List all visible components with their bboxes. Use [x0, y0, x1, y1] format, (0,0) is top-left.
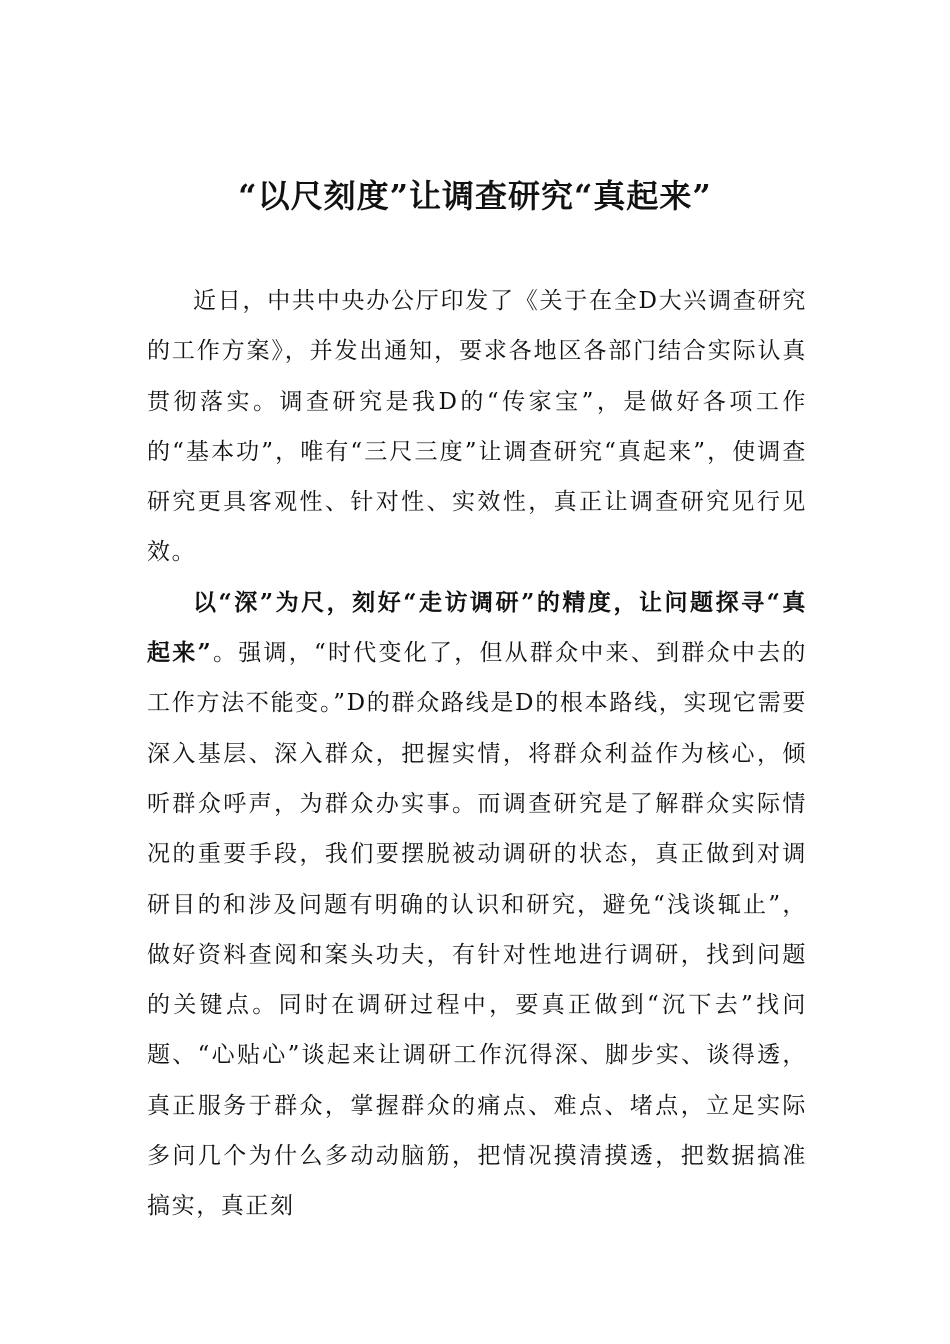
paragraph-2-lead: 以“深”为尺，刻好“走访调研”的精度，让问题探寻“真起来”	[147, 588, 807, 667]
document-title: “以尺刻度”让调查研究“真起来”	[238, 177, 712, 215]
paragraph-2-text: 。强调，“时代变化了，但从群众中来、到群众中去的工作方法不能变。”D的群众路线是D的根本路线，实现它需要深入基层、深入群众，把握实情，将群众利益作为核心，倾听群众呼声，为群众办实事。而调查研究是了解群众实际情况的重要手段，我们要摆脱被动调研的状态，真正做到对调研目的和涉及问题有明确的认识和研究，避免“浅谈辄止”，做好资料查阅和案头功夫，有针对性地进行调研，找到问题的关键点。同时在调研过程中，要真正做到“沉下去”找问题、“心贴心”谈起来让调研工作沉得深、脚步实、谈得透，真正服务于群众，掌握群众的痛点、难点、堵点，立足实际多问几个为什么多动动脑筋，把情况摸清摸透，把数据搞准搞实，真正刻	[147, 640, 807, 1220]
paragraph-1-text: 近日，中共中央办公厅印发了《关于在全D大兴调查研究的工作方案》，并发出通知，要求各地区各部门结合实际认真贯彻落实。调查研究是我D的“传家宝”，是做好各项工作的“基本功”，唯有“三尺三度”让调查研究“真起来”，使调查研究更具客观性、针对性、实效性，真正让调查研究见行见效。	[147, 288, 807, 566]
paragraph-1	[147, 276, 807, 578]
document-body	[147, 276, 807, 1232]
paragraph-2	[147, 578, 807, 1232]
